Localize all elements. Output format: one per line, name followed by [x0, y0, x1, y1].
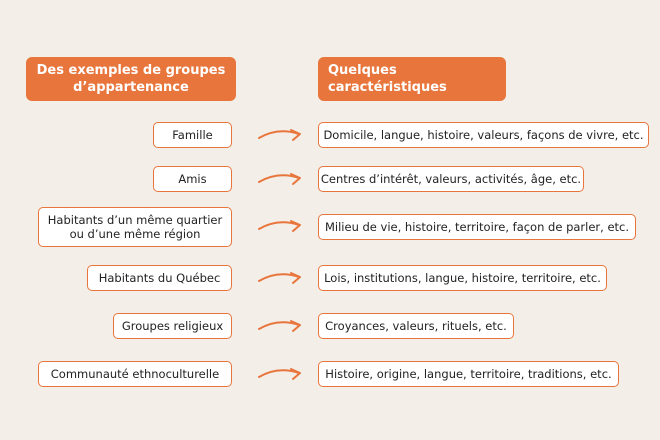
traits-box-friends [318, 166, 584, 192]
arrow-right-icon [256, 218, 304, 234]
group-box-religious [113, 313, 232, 339]
group-box-family [153, 122, 232, 148]
traits-box-neighbourhood [318, 214, 636, 240]
traits-label: Croyances, valeurs, rituels, etc. [325, 319, 507, 333]
groups-header-line-1: Des exemples de groupes [36, 63, 226, 78]
traits-header-line-1: Quelques [328, 63, 397, 78]
arrow-right-icon [256, 366, 304, 382]
group-label: Amis [178, 172, 207, 186]
traits-box-religious [318, 313, 514, 339]
groups-header [26, 57, 236, 101]
traits-header-line-2: caractéristiques [328, 80, 447, 95]
traits-label: Centres d’intérêt, valeurs, activités, âge, etc. [320, 172, 582, 186]
arrow-right-icon [256, 171, 304, 187]
group-label: Communauté ethnoculturelle [50, 367, 220, 381]
group-box-friends [153, 166, 232, 192]
traits-box-family [318, 122, 649, 148]
traits-label: Lois, institutions, langue, histoire, territoire, etc. [324, 271, 601, 285]
group-box-quebec [87, 265, 232, 291]
group-label-line-2: ou d’une même région [69, 227, 201, 241]
traits-label: Milieu de vie, histoire, territoire, façon de parler, etc. [324, 220, 630, 234]
group-label: Habitants du Québec [98, 271, 221, 285]
group-label-line-1: Habitants d’un même quartier [47, 213, 223, 227]
arrow-right-icon [256, 270, 304, 286]
group-label: Famille [172, 128, 213, 142]
traits-box-quebec [318, 265, 607, 291]
traits-label: Domicile, langue, histoire, valeurs, façons de vivre, etc. [323, 128, 644, 142]
traits-label: Histoire, origine, langue, territoire, traditions, etc. [325, 367, 612, 381]
group-box-ethnocultural [38, 361, 232, 387]
arrow-right-icon [256, 127, 304, 143]
traits-header [318, 57, 506, 101]
group-label: Groupes religieux [121, 319, 224, 333]
traits-box-ethnocultural [318, 361, 619, 387]
groups-header-line-2: d’appartenance [73, 80, 189, 95]
group-box-neighbourhood [38, 207, 232, 247]
arrow-right-icon [256, 318, 304, 334]
